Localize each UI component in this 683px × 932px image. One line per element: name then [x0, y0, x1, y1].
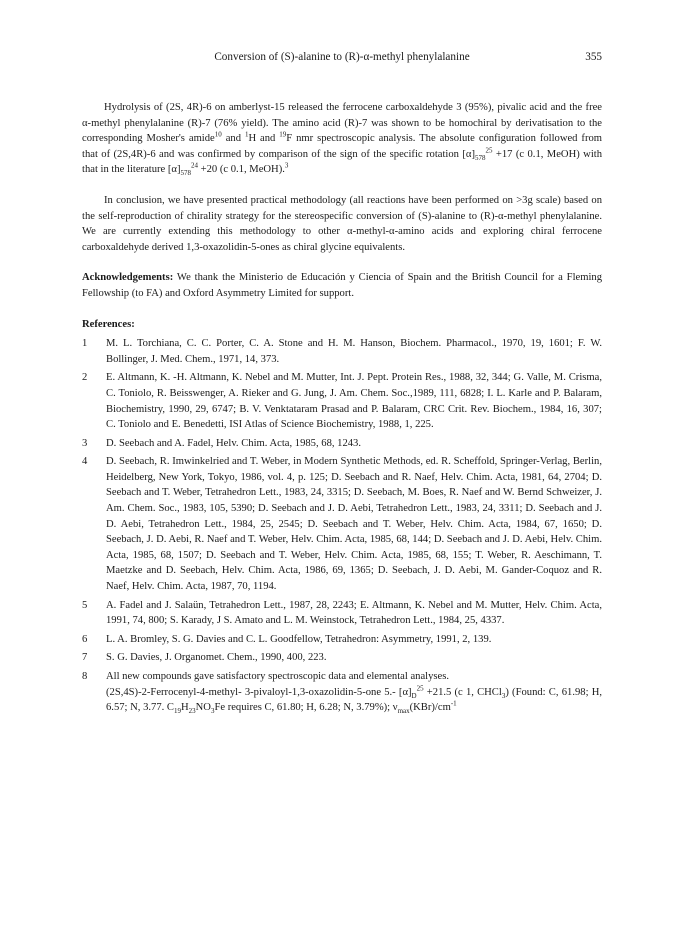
reference-item: 8 All new compounds gave satisfactory spectroscopic data and elemental analyses. (2S,4S)-2-Ferrocenyl-4-methyl- 3-pivaloyl-1,3-oxazolidin-5-one 5.- $[\alpha]_D^{25} +21.5$ (c 1, CHCl$_3$) (Found: C, 61.98; H, 6.57; N, 3.77. $C_{19}H_{23}NO_3Fe$ requires C, 61.80; H, 6.28; N, 3.79%); $\nu_{max}(KBr)/cm^{-1}$ — [82, 671, 603, 716]
reference-item: 4 D. Seebach, R. Imwinkelried and T. Weber, in Modern Synthetic Methods, ed. R. Scheffold, Springer-Verlag, Berlin, Heidelberg, New York, Tokyo, 1986, vol. 4, p. 125; D. Seebach and R. Naef, Helv. Chim. Acta, 1981, 64, 2704; D. Seebach and T. Weber, Tetrahedron Lett., 1983, 24, 3315; D. Seebach, M. Boes, R. Naef and W. Bernd Schweizer, J. Am. Chem. Soc., 1983, 105, 5390; D. Seebach and J. D. Aebi, Tetrahedron Lett., 1983, 24, 3311; D. Seebach and J. D. Aebi, Tetrahedron Lett., 1984, 25, 2545; D. Seebach and T. Weber, Helv. Chim. Acta, 1984, 67, 1650; D. Seebach, J. D. Aebi, R. Naef and T. Weber, Helv. Chim. Acta, 1985, 68, 144; D. Seebach and J. D. Aebi, Helv. Chim. Acta, 1985, 68, 1507; D. Seebach and T. Weber, Helv. Chim. Acta, 1985, 68, 155; T. Weber, R. Aeschimann, T. Maetzke and D. Seebach, Helv. Chim. Acta, 1986, 69, 1365; D. Seebach, J. D. Aebi, M. Gander-Coquoz and R. Naef, Helv. Chim. Acta, 1987, 70, 1194. — [82, 456, 602, 593]
reference-item: 7 S. G. Davies, J. Organomet. Chem., 1990, 400, 223. — [82, 652, 327, 664]
reference-item: 1 M. L. Torchiana, C. C. Porter, C. A. Stone and H. M. Hanson, Biochem. Pharmacol., 1970, 19, 1601; F. W. Bollinger, J. Med. Chem., 1971, 14, 373. — [82, 338, 602, 365]
running-title: Conversion of (S)-alanine to (R)-α-methyl phenylalanine — [214, 51, 470, 63]
conclusion-paragraph: In conclusion, we have presented practical methodology (all reactions have been performed on >3g scale) based on the self-reproduction of chirality strategy for the stereospecific conversion of (S)-alanine to (R)-α-methyl phenylalanine. We are currently extending this methodology to other α-methyl-α-amino acids and exploring chiral ferrocene carboxaldehyde derived 1,3-oxazolidin-5-ones as chiral glycine equivalents. — [82, 194, 602, 253]
acknowledgements-label: Acknowledgements: — [82, 272, 174, 284]
running-header — [82, 51, 602, 67]
reference-item: 3 D. Seebach and A. Fadel, Helv. Chim. Acta, 1985, 68, 1243. — [82, 437, 361, 449]
reference-item: 6 L. A. Bromley, S. G. Davies and C. L. Goodfellow, Tetrahedron: Asymmetry, 1991, 2, 139. — [82, 633, 492, 645]
reference-item: 2 E. Altmann, K. -H. Altmann, K. Nebel and M. Mutter, Int. J. Pept. Protein Res., 1988, 32, 344; G. Valle, M. Crisma, C. Toniolo, R. Beisswenger, A. Rieker and G. Jung, J. Am. Chem. Soc.,1989, 111, 6828; I. L. Karle and P. Balaram, Biochemistry, 1990, 29, 6747; B. V. Venktataram Prasad and P. Balaram, CRC Crit. Rev. Biochem., 1984, 16, 307; C. Toniolo and E. Benedetti, ISI Atlas of Science Biochemistry, 1988, 1, 225. — [82, 372, 602, 431]
acknowledgements-paragraph: Acknowledgements: We thank the Ministerio de Educación y Ciencia of Spain and the British Council for a Fleming Fellowship (to FA) and Oxford Asymmetry Limited for support. — [82, 272, 602, 299]
compound-data-line: (2S,4S)-2-Ferrocenyl-4-methyl- 3-pivaloyl-1,3-oxazolidin-5-one 5.- $[\alpha]_D^{25} +21.5$ (c 1, CHCl$_3$) (Found: C, 61.98; H, 6.57; N, 3.77. $C_{19}H_{23}NO_3Fe$ requires C, 61.80; H, 6.28; N, 3.79%); $\nu_{max}(KBr)/cm^{-1}$ — [106, 684, 603, 716]
references-heading: References: — [82, 318, 135, 330]
hydrolysis-paragraph: Hydrolysis of (2S, 4R)-6 on amberlyst-15 released the ferrocene carboxaldehyde 3 (95%), pivalic acid and the free α-methyl phenylalanine (R)-7 (76% yield). The amino acid (R)-7 was shown to be homochiral by derivatisation to the corresponding Mosher's amide$^{10}$ and $^1$H and $^{19}$F nmr spectroscopic analysis. The absolute configuration followed from that of (2S,4R)-6 and was confirmed by comparison of the sign of the specific rotation $[\alpha]_{578}^{25} +17$ (c 0.1, MeOH) with that in the literature $[\alpha]_{578}^{24} +20$ (c 0.1, MeOH).$^3$ — [82, 102, 603, 178]
reference-item: 5 A. Fadel and J. Salaün, Tetrahedron Lett., 1987, 28, 2243; E. Altmann, K. Nebel and M. Mutter, Helv. Chim. Acta, 1991, 74, 800; S. Karady, J S. Amato and L. M. Weinstock, Tetrahedron Lett., 1984, 25, 4337. — [82, 599, 602, 627]
article-body — [82, 100, 602, 719]
page-number: 355 — [585, 51, 602, 63]
reference-list — [82, 336, 602, 716]
